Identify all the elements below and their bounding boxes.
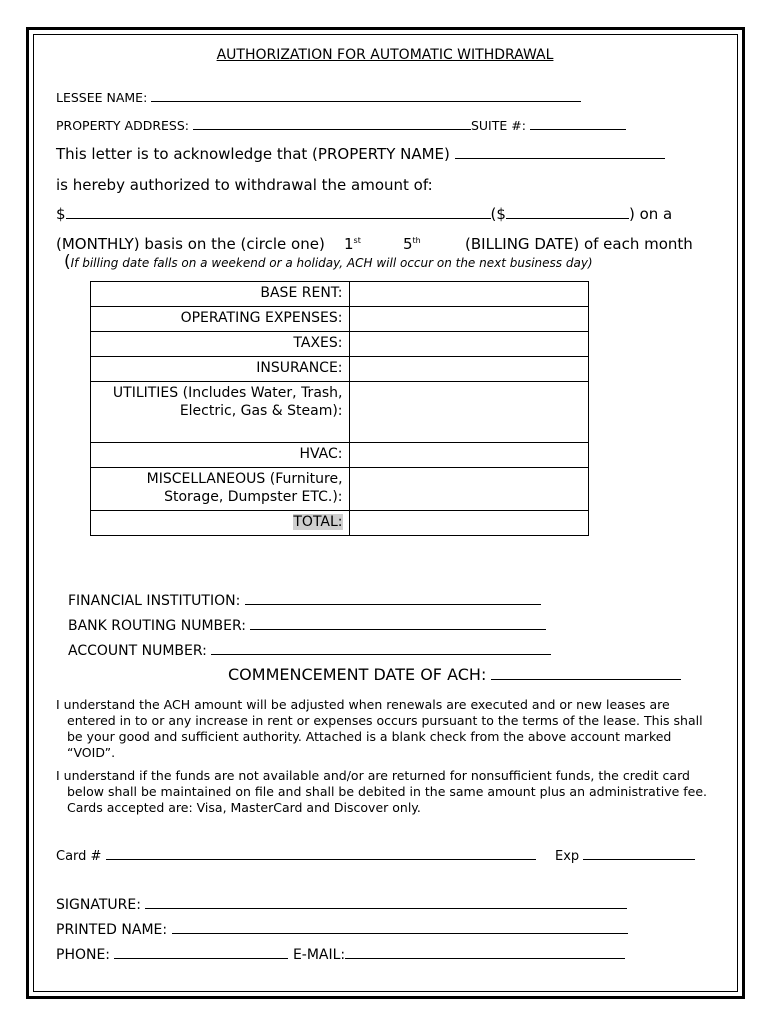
paren-dollar: ($	[490, 205, 506, 223]
commencement-date-field[interactable]	[491, 665, 681, 680]
account-row	[68, 641, 551, 659]
note-paren: (	[64, 252, 71, 272]
printed-name-field[interactable]	[172, 920, 628, 934]
routing-row	[68, 616, 546, 634]
billing-note	[64, 252, 593, 272]
lessee-label: LESSEE NAME:	[56, 90, 148, 105]
form-title: AUTHORIZATION FOR AUTOMATIC WITHDRAWAL	[216, 47, 554, 63]
fee-value-field[interactable]	[349, 468, 588, 511]
table-row	[91, 332, 589, 357]
monthly-text: (MONTHLY) basis on the (circle one)	[56, 235, 325, 253]
exp-field[interactable]	[583, 846, 695, 860]
para1-first-line: I understand the ACH amount will be adjusted when renewals are executed and or new leases are	[56, 697, 670, 712]
on-a-text: ) on a	[628, 205, 673, 223]
nsf-paragraph	[56, 768, 716, 816]
fee-label: OPERATING EXPENSES:	[91, 307, 350, 332]
property-address-label: PROPERTY ADDRESS:	[56, 118, 189, 133]
table-row	[91, 443, 589, 468]
card-row	[56, 846, 536, 864]
fee-table	[90, 281, 589, 536]
table-row	[91, 511, 589, 536]
acknowledge-text: This letter is to acknowledge that (PROPERTY NAME)	[56, 145, 450, 163]
financial-institution-field[interactable]	[245, 591, 541, 605]
phone-email-row	[56, 945, 625, 963]
fee-value-field[interactable]	[349, 332, 588, 357]
monthly-row	[56, 235, 325, 253]
table-row	[91, 307, 589, 332]
financial-institution-row	[68, 591, 541, 609]
suite-field[interactable]	[530, 116, 626, 130]
option-1-number: 1	[344, 235, 354, 253]
lessee-name-field[interactable]	[151, 88, 581, 102]
amount-number-field[interactable]	[506, 205, 629, 219]
property-address-row	[56, 116, 626, 133]
suite-label: SUITE #:	[470, 118, 526, 133]
printed-name-row	[56, 920, 628, 938]
table-row	[91, 282, 589, 307]
dollar-sign: $	[56, 205, 66, 223]
fee-value-field[interactable]	[349, 357, 588, 382]
option-1-suffix: st	[353, 236, 361, 245]
para2-first-line: I understand if the funds are not available and/or are returned for nonsufficient funds, the credit card	[56, 768, 690, 783]
option-5-number: 5	[403, 235, 413, 253]
routing-number-field[interactable]	[250, 616, 546, 630]
option-5th[interactable]	[403, 235, 421, 253]
amount-row	[56, 205, 672, 223]
phone-label: PHONE:	[56, 947, 111, 963]
fee-value-field[interactable]	[349, 443, 588, 468]
total-value-field[interactable]	[349, 511, 588, 536]
commencement-row	[228, 665, 681, 684]
account-label: ACCOUNT NUMBER:	[68, 643, 207, 659]
commencement-label: COMMENCEMENT DATE OF ACH:	[228, 665, 487, 684]
fee-value-field[interactable]	[349, 282, 588, 307]
fee-value-field[interactable]	[349, 307, 588, 332]
cards-accepted: Cards accepted are: Visa, MasterCard and Discover only.	[67, 800, 421, 815]
card-number-field[interactable]	[106, 846, 536, 860]
property-name-field[interactable]	[455, 145, 665, 159]
total-label: TOTAL:	[293, 514, 343, 530]
phone-field[interactable]	[114, 945, 288, 959]
exp-label: Exp	[555, 849, 580, 864]
signature-row	[56, 895, 627, 913]
exp-row	[555, 846, 695, 864]
option-1st[interactable]	[344, 235, 361, 253]
option-5-suffix: th	[412, 236, 421, 245]
signature-label: SIGNATURE:	[56, 897, 141, 913]
account-number-field[interactable]	[211, 641, 551, 655]
printed-name-label: PRINTED NAME:	[56, 922, 168, 938]
lessee-row	[56, 88, 581, 105]
para2-rest-wrap	[56, 784, 716, 816]
email-field[interactable]	[345, 945, 625, 959]
para2-rest: below shall be maintained on file and shall be debited in the same amount plus an administrative fee.	[67, 784, 708, 799]
authorized-text: is hereby authorized to withdrawal the amount of:	[56, 176, 433, 194]
table-row	[91, 468, 589, 511]
billing-date-text: (BILLING DATE) of each month	[465, 235, 693, 253]
note-text: If billing date falls on a weekend or a holiday, ACH will occur on the next business day)	[70, 256, 593, 270]
property-address-field[interactable]	[193, 116, 471, 130]
table-row	[91, 382, 589, 443]
amount-words-field[interactable]	[66, 205, 491, 219]
card-label: Card #	[56, 849, 102, 864]
email-label: E-MAIL:	[292, 947, 346, 963]
fee-value-field[interactable]	[349, 382, 588, 443]
table-row	[91, 357, 589, 382]
total-label-cell	[91, 511, 350, 536]
fee-label: UTILITIES (Includes Water, Trash, Electric, Gas & Steam):	[91, 382, 350, 443]
fee-label: MISCELLANEOUS (Furniture, Storage, Dumpster ETC.):	[91, 468, 350, 511]
signature-field[interactable]	[145, 895, 627, 909]
fee-label: BASE RENT:	[91, 282, 350, 307]
routing-label: BANK ROUTING NUMBER:	[68, 618, 246, 634]
acknowledge-row	[56, 145, 665, 163]
fee-label: TAXES:	[91, 332, 350, 357]
financial-institution-label: FINANCIAL INSTITUTION:	[68, 593, 241, 609]
ach-adjustment-paragraph	[56, 697, 716, 761]
fee-label: HVAC:	[91, 443, 350, 468]
para1-rest: entered in to or any increase in rent or expenses occurs pursuant to the terms of the lease. This shall be your good and sufficient authority. Attached is a blank check from the above account marked “VOID”.	[67, 713, 703, 760]
fee-label: INSURANCE:	[91, 357, 350, 382]
